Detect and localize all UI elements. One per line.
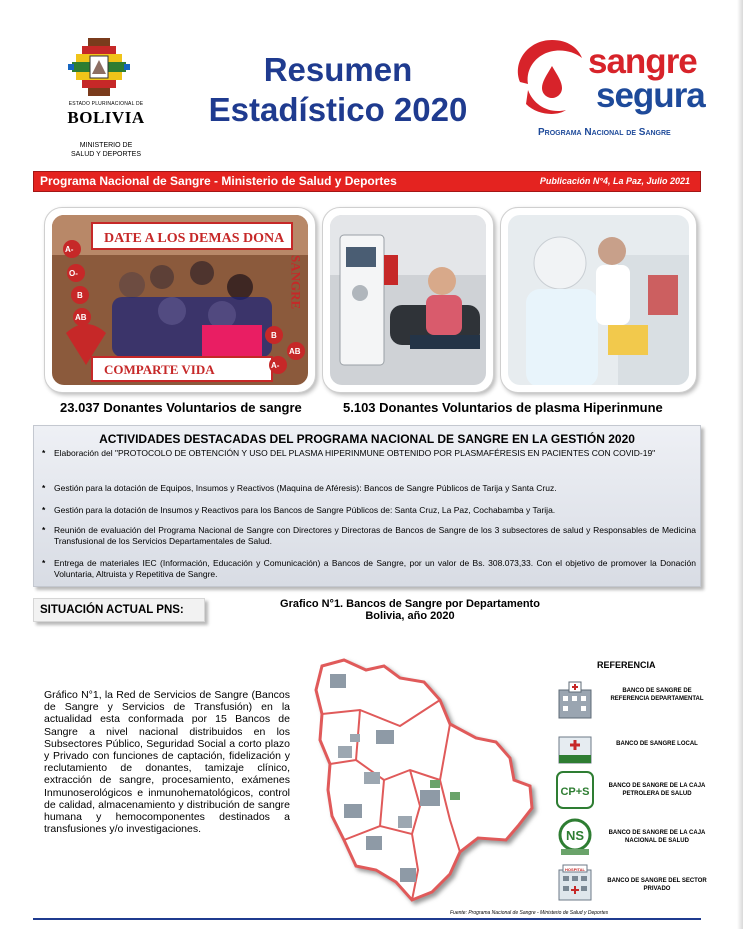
legend-title: REFERENCIA: [597, 660, 656, 670]
sangre-segura-logo-icon: [508, 32, 598, 122]
hospital-building-icon: [420, 790, 440, 806]
drop-letter: B: [77, 291, 83, 300]
caption-plasma-donors: 5.103 Donantes Voluntarios de plasma Hiperinmune: [343, 400, 663, 415]
bolivia-map: [300, 630, 545, 910]
logo-word-segura: segura: [596, 76, 705, 115]
activity-item: [42, 558, 696, 580]
ministry-line1: MINISTERIO DE: [79, 142, 133, 149]
legend-label: BANCO DE SANGRE LOCAL: [616, 741, 698, 747]
drop-letter: B: [271, 331, 277, 340]
hospital-building-icon: [330, 674, 346, 688]
page-edge-shadow: [737, 0, 743, 929]
cps-icon-text: CP+S: [560, 786, 590, 798]
bullet-icon: *: [42, 448, 46, 458]
logo-subtitle: Programa Nacional de Sangre: [538, 127, 671, 138]
activity-text: Entrega de materiales IEC (Información, Educación y Comunicación) a Bancos de Sangre, por un valor de Bs. 308.073,33. Con el objetivo de promover la Donación Voluntaria, Altruista y Repetitiva de Sangre.: [54, 558, 696, 579]
activity-item: [42, 483, 696, 494]
clinic-icon: [364, 772, 380, 784]
legend-label: BANCO DE SANGRE DE REFERENCIA DEPARTAMENTAL: [610, 688, 704, 702]
clinic-icon: [555, 725, 595, 765]
coat-of-arms-icon: [68, 38, 130, 100]
drop-letter: O-: [69, 269, 78, 278]
caption-blood-donors: 23.037 Donantes Voluntarios de sangre: [60, 400, 302, 415]
hospital-building-icon: [376, 730, 394, 744]
activity-item: [42, 505, 696, 516]
photo-donors-group: [44, 207, 316, 393]
bullet-icon: *: [42, 505, 46, 515]
logo-word-sangre: sangre: [588, 42, 697, 81]
bottom-divider: [33, 918, 701, 920]
legend-label: BANCO DE SANGRE DEL SECTOR PRIVADO: [607, 878, 707, 892]
cns-icon-text: NS: [565, 828, 585, 843]
cps-icon: [555, 770, 595, 810]
title-line1: Resumen: [263, 51, 413, 88]
page-title: [178, 50, 498, 130]
photo-plasma-donation: [322, 207, 494, 393]
banner-publication: Publicación N°4, La Paz, Julio 2021: [539, 176, 690, 186]
activity-item: [42, 525, 696, 547]
title-line2: Estadístico 2020: [208, 91, 468, 128]
private-hospital-icon-text: HOSPITAL: [565, 867, 585, 872]
ministry-name: [58, 141, 154, 159]
banner-top-text: DATE A LOS DEMAS DONA: [104, 231, 285, 246]
activity-text: Elaboración del "PROTOCOLO DE OBTENCIÓN Y USO DEL PLASMA HIPERINMUNE OBTENIDO POR PLASMAFÉRESIS EN PACIENTES CON COVID-19": [54, 448, 656, 458]
legend-label: BANCO DE SANGRE DE LA CAJA NACIONAL DE SALUD: [608, 830, 706, 844]
clinic-icon: [338, 746, 352, 758]
plasma-donation-image: [330, 215, 486, 385]
activities-box: [33, 425, 701, 587]
cps-icon: [430, 780, 440, 788]
ministry-line2: SALUD Y DEPORTES: [70, 151, 142, 158]
activity-item: [42, 448, 696, 459]
banner-side-text: SANGRE: [288, 255, 304, 310]
banner-program: Programa Nacional de Sangre - Ministerio de Salud y Deportes: [40, 174, 397, 188]
banner-bottom-text: COMPARTE VIDA: [104, 362, 215, 377]
activity-text: Gestión para la dotación de Equipos, Insumos y Reactivos (Maquina de Aféresis): Bancos de Sangre Públicos de Tarija y Santa Cruz.: [54, 483, 557, 493]
drop-letter: A-: [271, 361, 280, 370]
graph-title: [240, 598, 580, 622]
graph-title-line2: Bolivia, año 2020: [365, 610, 455, 622]
hospital-building-icon: [400, 868, 416, 882]
clinic-icon: [350, 734, 360, 742]
bullet-icon: *: [42, 525, 46, 535]
country-prefix: ESTADO PLURINACIONAL DE: [68, 101, 144, 107]
photo-clinical-staff: [500, 207, 697, 393]
activities-title: ACTIVIDADES DESTACADAS DEL PROGRAMA NACIONAL DE SANGRE EN LA GESTIÓN 2020: [99, 432, 635, 446]
cns-icon: [555, 817, 595, 857]
clinical-staff-image: [508, 215, 689, 385]
drop-letter: AB: [289, 347, 301, 356]
publication-banner: [33, 171, 701, 192]
donors-group-image: [52, 215, 308, 385]
hospital-building-icon: [344, 804, 362, 818]
situation-heading: SITUACIÓN ACTUAL PNS:: [33, 598, 205, 622]
drop-letter: A-: [65, 245, 74, 254]
activity-text: Gestión para la dotación de Insumos y Reactivos para los Bancos de Sangre Públicos de: Santa Cruz, La Paz, Cochabamba y Tarija.: [54, 505, 556, 515]
cns-icon: [450, 792, 460, 800]
drop-letter: AB: [75, 313, 87, 322]
graph-title-line1: Grafico N°1. Bancos de Sangre por Departamento: [280, 598, 540, 610]
hospital-building-icon: [366, 836, 382, 850]
situation-paragraph: Gráfico N°1, la Red de Servicios de Sangre (Bancos de Sangre y Servicios de Transfusión) en la actualidad esta conformada por 15 Bancos de Sangre a nivel nacional distribuidos en los Subsectores Público, Seguridad Social a corto plazo y Privado con funciones de captación, fidelización y reclutamiento de donantes, tamizaje clínico, extracción de sangre, procesamiento, exámenes Inmunoserológicos e inmunohematológicos, control de calidad, almacenamiento y distribución de sangre humana y hemocomponentes destinados a transfusiones y/o investigaciones.: [44, 689, 290, 836]
bullet-icon: *: [42, 558, 46, 568]
country-name: BOLIVIA: [67, 108, 145, 127]
clinic-icon: [398, 816, 412, 828]
source-note: Fuente: Programa Nacional de Sangre - Ministerio de Salud y Deportes: [450, 910, 609, 916]
bullet-icon: *: [42, 483, 46, 493]
private-hospital-icon: [555, 862, 595, 902]
map-outline: [316, 660, 532, 900]
activity-text: Reunión de evaluación del Programa Nacional de Sangre con Directores y Directoras de Bancos de Sangre de los 3 subsectores de salud y Responsables de Medicina Transfusional de los Servicios Departamentales de Salud.: [54, 525, 696, 546]
legend-label: BANCO DE SANGRE DE LA CAJA PETROLERA DE SALUD: [608, 783, 706, 797]
hospital-building-icon: [555, 680, 595, 720]
